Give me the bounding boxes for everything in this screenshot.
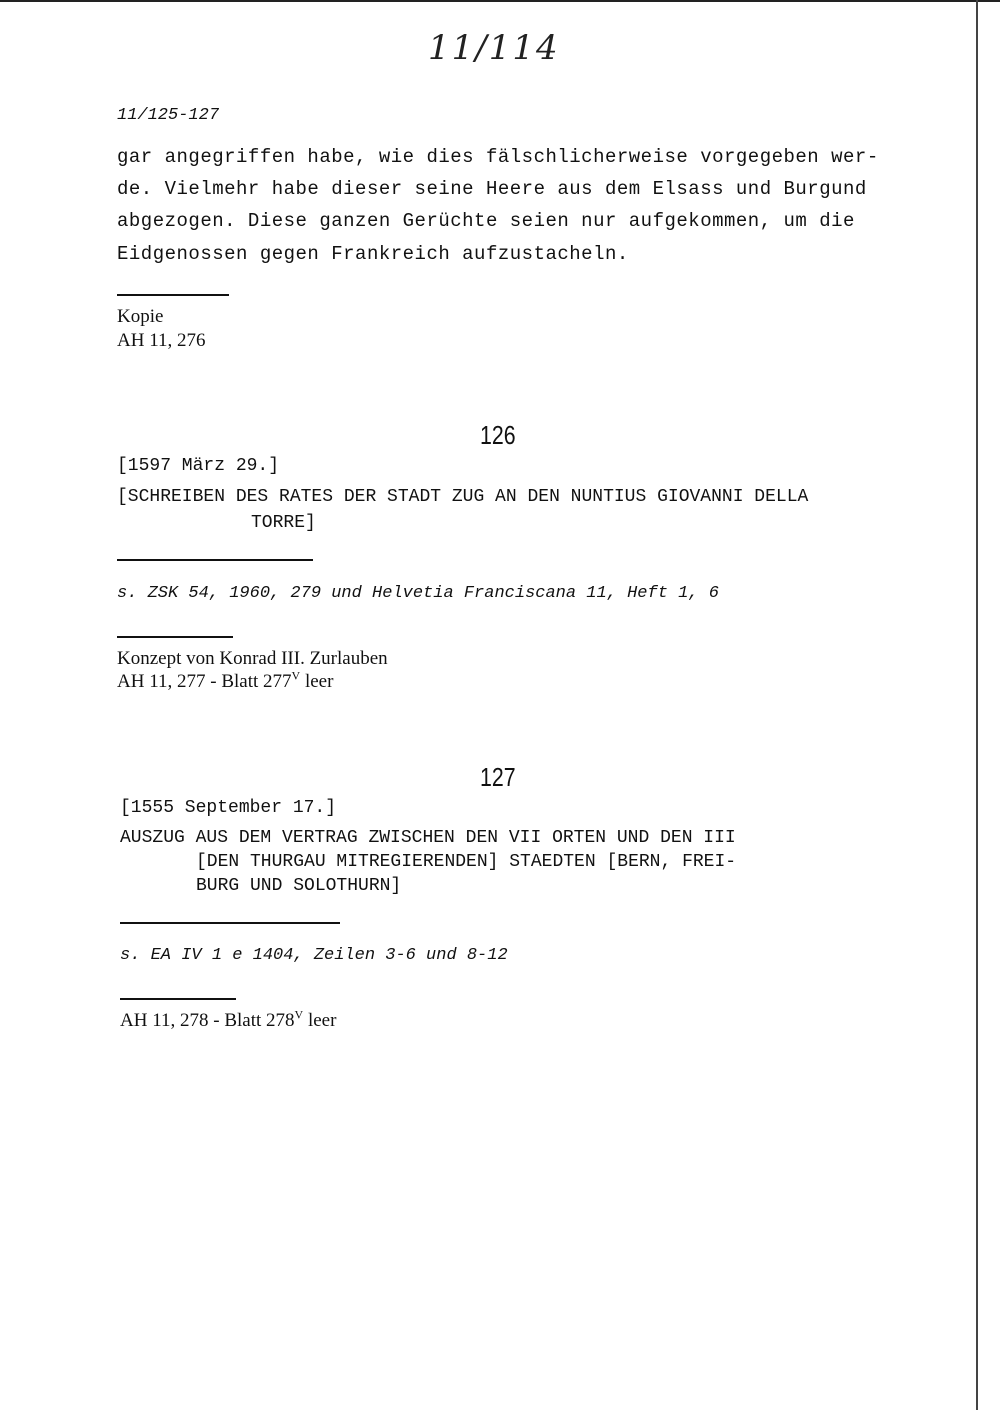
intro-source-archive: AH 11, 276 xyxy=(117,330,206,351)
entry-126-literature: s. ZSK 54, 1960, 279 und Helvetia Franciscana 11, Heft 1, 6 xyxy=(117,584,719,603)
entry-126-source-type: Konzept von Konrad III. Zurlauben xyxy=(117,648,388,669)
entry-number-126: 126 xyxy=(480,420,516,450)
intro-line-2: de. Vielmehr habe dieser seine Heere aus dem Elsass und Burgund xyxy=(117,178,867,200)
intro-line-4: Eidgenossen gegen Frankreich aufzustacheln. xyxy=(117,243,629,265)
handwritten-folio-number: 11/114 xyxy=(428,28,560,68)
entry-126-date: [1597 März 29.] xyxy=(117,456,280,476)
entry-126-title-line-1: [SCHREIBEN DES RATES DER STADT ZUG AN DEN NUNTIUS GIOVANNI DELLA xyxy=(117,487,809,507)
intro-line-3: abgezogen. Diese ganzen Gerüchte seien nur aufgekommen, um die xyxy=(117,210,855,232)
entry-127-date: [1555 September 17.] xyxy=(120,798,337,818)
entry-number-127: 127 xyxy=(480,762,516,792)
scan-border-top xyxy=(0,0,1000,2)
entry-127-literature: s. EA IV 1 e 1404, Zeilen 3-6 und 8-12 xyxy=(120,946,508,965)
scan-border-right xyxy=(976,0,978,1410)
entry-126-title-line-2: TORRE] xyxy=(251,513,316,533)
separator-rule xyxy=(117,636,233,638)
entry-127-title-line-2: [DEN THURGAU MITREGIERENDEN] STAEDTEN [BERN, FREI- xyxy=(196,852,737,872)
entry-127-title-line-3: BURG UND SOLOTHURN] xyxy=(196,876,402,896)
entry-127-title-line-1: AUSZUG AUS DEM VERTRAG ZWISCHEN DEN VII ORTEN UND DEN III xyxy=(120,828,736,848)
intro-source-type: Kopie xyxy=(117,306,164,327)
separator-rule xyxy=(120,998,236,1000)
document-reference: 11/125-127 xyxy=(117,106,220,125)
entry-126-archive: AH 11, 277 - Blatt $277^V$ leer xyxy=(117,668,334,692)
intro-line-1: gar angegriffen habe, wie dies fälschlicherweise vorgegeben wer- xyxy=(117,146,879,168)
entry-127-archive: AH 11, 278 - Blatt $278^V$ leer xyxy=(120,1007,337,1031)
separator-rule xyxy=(120,922,340,924)
separator-rule xyxy=(117,294,229,296)
separator-rule xyxy=(117,559,313,561)
